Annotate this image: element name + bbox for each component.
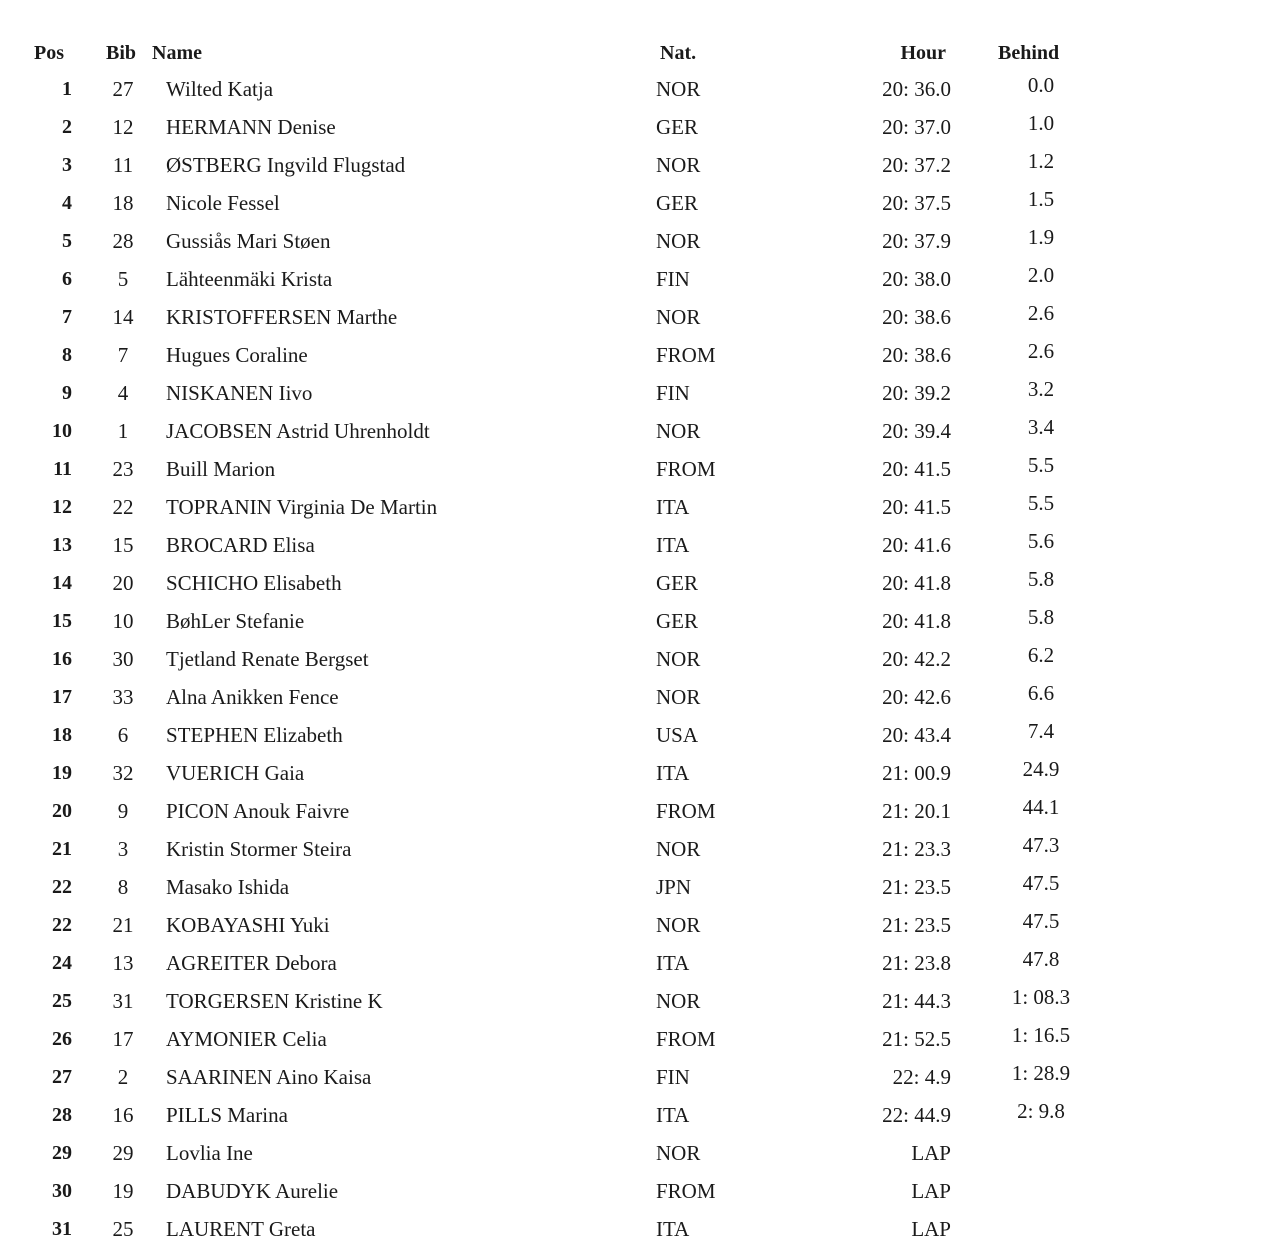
cell-bib: 12 [112,115,134,139]
cell-nat: FROM [656,1027,716,1051]
table-row [0,794,1280,832]
cell-behind: 5.8 [1027,605,1055,629]
cell-name: Kristin Stormer Steira [166,837,352,861]
cell-pos: 3 [62,154,72,176]
header-name: Name [152,42,202,64]
cell-bib: 19 [112,1179,134,1203]
cell-behind: 47.8 [1022,947,1060,971]
cell-pos: 1 [62,78,72,100]
cell-nat: NOR [656,1141,701,1165]
cell-behind: 1.0 [1027,111,1055,135]
table-row [0,186,1280,224]
table-row [0,1098,1280,1136]
cell-nat: NOR [656,305,701,329]
cell-pos: 9 [62,382,72,404]
header-hour: Hour [900,42,946,64]
table-row [0,528,1280,566]
header-bib: Bib [106,42,137,64]
cell-bib: 2 [117,1065,129,1089]
cell-hour: 20: 41.6 [882,533,951,557]
cell-behind: 5.5 [1027,491,1055,515]
cell-behind: 1: 08.3 [1011,985,1071,1009]
table-row [0,300,1280,338]
cell-name: ØSTBERG Ingvild Flugstad [166,153,406,177]
cell-nat: FROM [656,1179,716,1203]
cell-name: HERMANN Denise [166,115,336,139]
cell-nat: ITA [656,1103,690,1127]
cell-name: Masako Ishida [166,875,290,899]
table-row [0,148,1280,186]
cell-nat: NOR [656,229,701,253]
cell-bib: 8 [117,875,129,899]
cell-pos: 28 [52,1104,72,1126]
cell-behind: 6.2 [1027,643,1055,667]
cell-pos: 2 [62,116,72,138]
cell-name: Buill Marion [166,457,276,481]
cell-bib: 15 [112,533,134,557]
table-row [0,452,1280,490]
cell-pos: 16 [52,648,72,670]
cell-hour: 20: 38.6 [882,343,951,367]
cell-behind: 1: 28.9 [1011,1061,1071,1085]
cell-hour: 20: 42.2 [882,647,951,671]
cell-name: BROCARD Elisa [166,533,315,557]
cell-nat: NOR [656,77,701,101]
cell-nat: ITA [656,533,690,557]
cell-name: NISKANEN Iivo [166,381,313,405]
table-row [0,642,1280,680]
table-body [0,72,1280,1250]
cell-bib: 20 [112,571,134,595]
cell-bib: 3 [117,837,129,861]
cell-name: PILLS Marina [166,1103,288,1127]
cell-behind: 47.5 [1022,909,1060,933]
table-row [0,566,1280,604]
cell-hour: 20: 39.4 [882,419,951,443]
cell-name: Lovlia Ine [166,1141,253,1165]
cell-name: Hugues Coraline [166,343,308,367]
cell-name: Nicole Fessel [166,191,280,215]
table-row [0,376,1280,414]
table-row [0,680,1280,718]
cell-nat: NOR [656,419,701,443]
cell-name: DABUDYK Aurelie [166,1179,339,1203]
table-row [0,718,1280,756]
cell-pos: 4 [62,192,72,214]
cell-behind: 5.5 [1027,453,1055,477]
cell-hour: LAP [911,1217,951,1241]
cell-behind: 2.6 [1027,339,1055,363]
table-row [0,110,1280,148]
cell-nat: NOR [656,837,701,861]
cell-hour: 20: 41.8 [882,609,951,633]
cell-hour: 20: 38.6 [882,305,951,329]
cell-hour: 21: 44.3 [882,989,951,1013]
cell-behind: 1.9 [1027,225,1055,249]
cell-bib: 18 [112,191,134,215]
cell-name: STEPHEN Elizabeth [166,723,343,747]
cell-nat: GER [656,609,698,633]
cell-pos: 29 [52,1142,72,1164]
cell-bib: 13 [112,951,134,975]
cell-bib: 33 [112,685,134,709]
cell-hour: 20: 41.5 [882,495,951,519]
table-row [0,984,1280,1022]
cell-bib: 10 [112,609,134,633]
cell-nat: NOR [656,153,701,177]
cell-pos: 26 [52,1028,72,1050]
cell-name: SCHICHO Elisabeth [166,571,342,595]
cell-behind: 3.2 [1027,377,1055,401]
table-row [0,1060,1280,1098]
cell-behind: 3.4 [1027,415,1055,439]
cell-bib: 7 [117,343,129,367]
cell-behind: 5.6 [1027,529,1055,553]
cell-name: Gussiås Mari Støen [166,229,331,253]
cell-bib: 28 [112,229,134,253]
cell-behind: 7.4 [1027,719,1055,743]
cell-behind: 5.8 [1027,567,1055,591]
cell-nat: ITA [656,951,690,975]
table-row [0,604,1280,642]
cell-name: TOPRANIN Virginia De Martin [166,495,438,519]
cell-name: LAURENT Greta [166,1217,316,1241]
table-header [0,38,1280,72]
cell-nat: FIN [656,1065,690,1089]
cell-name: JACOBSEN Astrid Uhrenholdt [166,419,430,443]
table-row [0,414,1280,452]
cell-pos: 31 [52,1218,72,1240]
cell-name: AYMONIER Celia [166,1027,327,1051]
cell-nat: GER [656,191,698,215]
cell-hour: LAP [911,1141,951,1165]
table-row [0,224,1280,262]
cell-nat: ITA [656,761,690,785]
table-row [0,832,1280,870]
header-nat: Nat. [660,42,697,64]
cell-bib: 6 [117,723,129,747]
cell-name: Wilted Katja [166,77,274,101]
cell-pos: 22 [52,876,72,898]
cell-nat: FROM [656,457,716,481]
results-table [0,38,1280,1250]
cell-behind: 1.2 [1027,149,1055,173]
cell-nat: GER [656,115,698,139]
cell-name: KRISTOFFERSEN Marthe [166,305,398,329]
cell-pos: 25 [52,990,72,1012]
cell-bib: 22 [112,495,134,519]
table-row [0,870,1280,908]
table-row [0,1174,1280,1212]
cell-behind: 0.0 [1027,73,1055,97]
cell-pos: 6 [62,268,72,290]
cell-bib: 16 [112,1103,134,1127]
cell-bib: 14 [112,305,134,329]
cell-pos: 10 [52,420,72,442]
cell-bib: 30 [112,647,134,671]
cell-behind: 47.5 [1022,871,1060,895]
cell-hour: 21: 23.8 [882,951,951,975]
cell-hour: 20: 38.0 [882,267,951,291]
cell-hour: 21: 00.9 [882,761,951,785]
table-row [0,756,1280,794]
cell-nat: NOR [656,913,701,937]
cell-bib: 5 [117,267,129,291]
cell-bib: 21 [112,913,134,937]
table-row [0,1136,1280,1174]
cell-name: VUERICH Gaia [166,761,305,785]
cell-name: TORGERSEN Kristine K [166,989,383,1013]
cell-nat: FIN [656,267,690,291]
cell-pos: 20 [52,800,72,822]
cell-pos: 15 [52,610,72,632]
cell-hour: 20: 39.2 [882,381,951,405]
cell-hour: 22: 44.9 [882,1103,951,1127]
cell-nat: NOR [656,647,701,671]
cell-bib: 1 [117,419,129,443]
cell-hour: 20: 37.0 [882,115,951,139]
table-row [0,1212,1280,1250]
cell-bib: 25 [112,1217,134,1241]
cell-nat: NOR [656,685,701,709]
cell-name: PICON Anouk Faivre [166,799,350,823]
cell-behind: 44.1 [1022,795,1060,819]
cell-behind: 2.0 [1027,263,1055,287]
table-row [0,490,1280,528]
cell-hour: 20: 37.2 [882,153,951,177]
cell-behind: 24.9 [1022,757,1060,781]
cell-bib: 27 [112,77,134,101]
table-row [0,262,1280,300]
cell-hour: 21: 20.1 [882,799,951,823]
cell-hour: 20: 41.5 [882,457,951,481]
cell-nat: ITA [656,495,690,519]
cell-hour: 22: 4.9 [892,1065,951,1089]
table-row [0,908,1280,946]
table-row [0,946,1280,984]
cell-pos: 7 [62,306,72,328]
cell-pos: 27 [52,1066,72,1088]
cell-behind: 2.6 [1027,301,1055,325]
cell-bib: 31 [112,989,134,1013]
cell-bib: 29 [112,1141,134,1165]
cell-behind: 47.3 [1022,833,1060,857]
cell-bib: 9 [117,799,129,823]
cell-name: KOBAYASHI Yuki [166,913,330,937]
cell-pos: 17 [52,686,72,708]
cell-nat: NOR [656,989,701,1013]
table-row [0,72,1280,110]
cell-pos: 22 [52,914,72,936]
table-row [0,1022,1280,1060]
cell-nat: ITA [656,1217,690,1241]
cell-nat: JPN [656,875,692,899]
header-behind: Behind [998,42,1060,64]
cell-bib: 4 [117,381,129,405]
cell-hour: 20: 41.8 [882,571,951,595]
cell-name: Lähteenmäki Krista [166,267,333,291]
cell-name: SAARINEN Aino Kaisa [166,1065,372,1089]
cell-hour: 20: 43.4 [882,723,951,747]
cell-name: Alna Anikken Fence [166,685,339,709]
table-row [0,338,1280,376]
cell-name: BøhLer Stefanie [166,609,305,633]
cell-name: AGREITER Debora [166,951,337,975]
cell-bib: 17 [112,1027,134,1051]
cell-bib: 23 [112,457,134,481]
cell-behind: 1: 16.5 [1011,1023,1071,1047]
cell-pos: 19 [52,762,72,784]
cell-hour: 20: 36.0 [882,77,951,101]
header-pos: Pos [34,42,64,64]
cell-nat: FROM [656,799,716,823]
cell-pos: 11 [53,458,72,480]
cell-pos: 30 [52,1180,72,1202]
cell-hour: 20: 37.9 [882,229,951,253]
cell-pos: 5 [62,230,72,252]
cell-behind: 2: 9.8 [1017,1099,1065,1123]
cell-nat: GER [656,571,698,595]
cell-hour: 21: 23.3 [882,837,951,861]
cell-pos: 24 [52,952,72,974]
cell-hour: LAP [911,1179,951,1203]
cell-pos: 21 [52,838,72,860]
cell-hour: 20: 42.6 [882,685,951,709]
cell-behind: 6.6 [1027,681,1055,705]
cell-pos: 13 [52,534,72,556]
cell-bib: 11 [112,153,134,177]
cell-pos: 14 [52,572,72,594]
cell-nat: FIN [656,381,690,405]
cell-pos: 18 [52,724,72,746]
cell-name: Tjetland Renate Bergset [166,647,369,671]
cell-hour: 20: 37.5 [882,191,951,215]
cell-nat: FROM [656,343,716,367]
cell-hour: 21: 23.5 [882,913,951,937]
cell-nat: USA [656,723,699,747]
cell-pos: 8 [62,344,72,366]
cell-hour: 21: 23.5 [882,875,951,899]
cell-behind: 1.5 [1027,187,1055,211]
cell-hour: 21: 52.5 [882,1027,951,1051]
cell-bib: 32 [112,761,134,785]
cell-pos: 12 [52,496,72,518]
